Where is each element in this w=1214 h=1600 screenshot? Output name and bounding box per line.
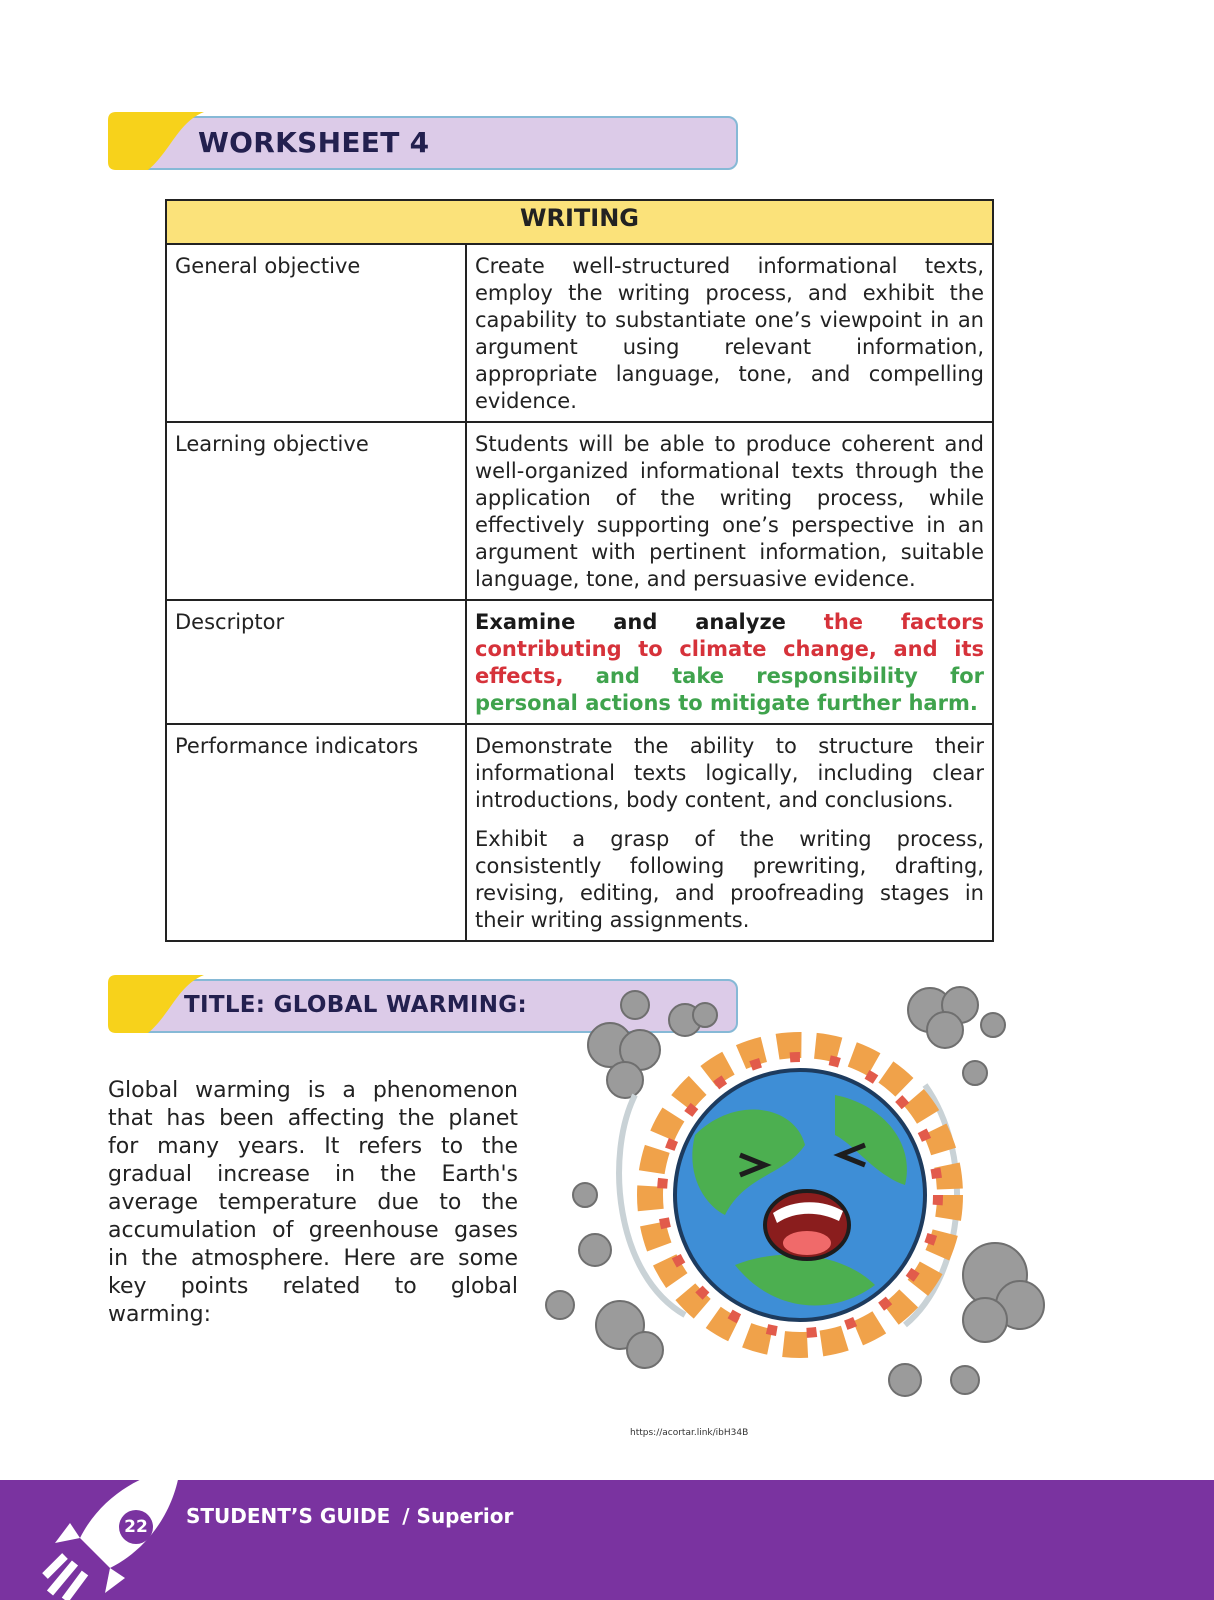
- general-objective-text: Create well-structured informational texts, employ the writing process, and exhibit the capability to substantiate one’s viewpoint in an argument using relevant information, appropriate language, tone, and compelling evidence.: [475, 254, 984, 413]
- section-title: TITLE: GLOBAL WARMING:: [184, 992, 527, 1018]
- row-text: [466, 244, 993, 422]
- page-number: 22: [119, 1510, 153, 1544]
- descriptor-part-red: the factors contributing to climate change, and its effects,: [475, 610, 984, 688]
- guide-level: / Superior: [402, 1504, 514, 1528]
- table-row: [166, 724, 993, 941]
- objectives-table: [165, 199, 994, 942]
- row-text: [466, 422, 993, 600]
- performance-indicator-1: Demonstrate the ability to structure their informational texts logically, including clear introductions, body content, and conclusions.: [475, 734, 984, 812]
- worksheet-title: WORKSHEET 4: [198, 126, 430, 159]
- image-credit: https://acortar.link/ibH34B: [630, 1428, 749, 1438]
- guide-name: STUDENT’S GUIDE: [186, 1504, 391, 1528]
- rocket-icon: [40, 1468, 190, 1600]
- performance-indicator-2: Exhibit a grasp of the writing process, consistently following prewriting, drafting, revising, editing, and proofreading stages in their writing assignments.: [475, 827, 984, 932]
- table-header: WRITING: [166, 200, 993, 244]
- table-row: [166, 422, 993, 600]
- worksheet-banner: [108, 112, 738, 170]
- descriptor-part-green: and take responsibility for personal actions to mitigate further harm.: [475, 664, 985, 715]
- footer-bar: [0, 1480, 1214, 1600]
- row-text: [466, 724, 993, 941]
- row-label: Learning objective: [166, 422, 466, 600]
- table-row: [166, 244, 993, 422]
- row-label: Descriptor: [166, 600, 466, 724]
- earth-illustration: [545, 985, 1065, 1425]
- footer-guide-label: [186, 1504, 513, 1528]
- learning-objective-text: Students will be able to produce coherent and well-organized informational texts through the application of the writing process, while effectively supporting one’s perspective in an argument with pertinent information, suitable language, tone, and persuasive evidence.: [475, 432, 984, 591]
- row-label: General objective: [166, 244, 466, 422]
- row-label: Performance indicators: [166, 724, 466, 941]
- descriptor-part-black: Examine and analyze: [475, 610, 824, 634]
- descriptor-text: [466, 600, 993, 724]
- intro-paragraph: Global warming is a phenomenon that has been affecting the planet for many years. It refers to the gradual increase in the Earth's average temperature due to the accumulation of greenhouse gases in the atmosphere. Here are some key points related to global warming:: [108, 1078, 518, 1327]
- table-row: [166, 600, 993, 724]
